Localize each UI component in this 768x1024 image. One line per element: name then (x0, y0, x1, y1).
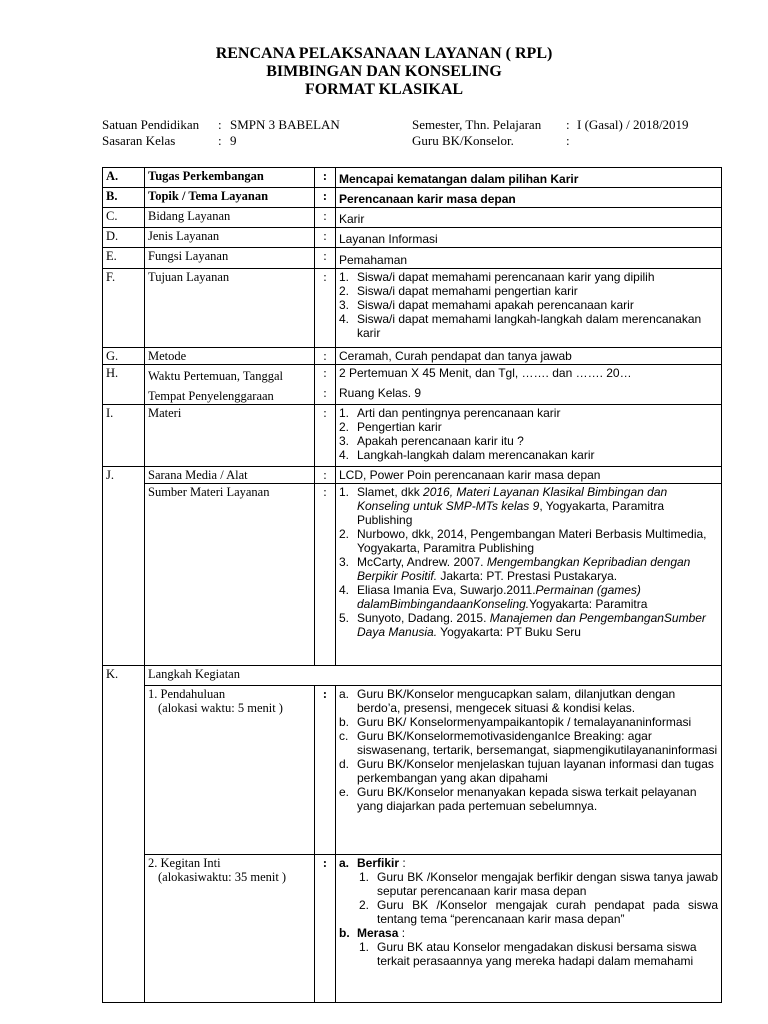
list-item: d. Guru BK/Konselor menjelaskan tujuan layanan informasi dan tugas perkembangan yang akan dipahami (339, 757, 714, 785)
list-item: a. Guru BK/Konselor mengucapkan salam, dilanjutkan dengan berdo’a, presensi, mengecek situasi & kondisi kelas. (339, 687, 676, 715)
title-line-2: BIMBINGAN DAN KONSELING (266, 63, 502, 80)
list-item: 1. Siswa/i dapat memahami perencanaan karir yang dipilih (339, 270, 655, 284)
list-item: b. Guru BK/ Konselormenyampaikantopik / temalayananinformasi (339, 715, 692, 729)
row-label: Fungsi Layanan (145, 248, 315, 269)
source-item: 4. Eliasa Imania Eva, Suwarjo.2011.Permainan (games) dalamBimbingandaanKonseling.Yogyakarta: Paramitra (339, 583, 648, 611)
satuan-sep: : (218, 117, 222, 132)
row-value: Ceramah, Curah pendapat dan tanya jawab (336, 348, 722, 365)
row-code: H. (103, 365, 145, 405)
source-item: 3. McCarty, Andrew. 2007. Mengembangkan Kepribadian dengan Berpikir Positif. Jakarta: PT. Prestasi Pustakarya. (339, 555, 691, 583)
pendahuluan-time: (alokasi waktu: 5 menit ) (158, 701, 283, 715)
tempat-label: Tempat Penyelenggaraan (148, 389, 274, 403)
row-sep: : (315, 484, 336, 666)
rpl-table (102, 167, 722, 1003)
row-f (103, 269, 722, 348)
waktu-label: Waktu Pertemuan, Tanggal (148, 369, 284, 383)
row-code: C. (103, 208, 145, 228)
waktu-value: 2 Pertemuan X 45 Menit, dan Tgl, ……. dan ……. 20… (339, 366, 632, 380)
row-k-pendahuluan (103, 686, 722, 855)
sasaran-value: 9 (230, 133, 237, 148)
berfikir-heading: a. Berfikir : (339, 856, 406, 870)
pendahuluan-label: 1. Pendahuluan (148, 687, 226, 701)
row-sep: : (315, 228, 336, 248)
satuan-label: Satuan Pendidikan (102, 117, 200, 132)
row-label (145, 365, 315, 405)
list-item: 4. Siswa/i dapat memahami langkah-langkah dalam merencanakan karir (339, 312, 702, 340)
row-sep: : (315, 467, 336, 484)
tempat-value: Ruang Kelas. 9 (339, 386, 422, 400)
list-item: e. Guru BK/Konselor menanyakan kepada siswa terkait pelayanan yang diajarkan pada pertemuan sebelumnya. (339, 785, 697, 813)
inti-label: 2. Kegitan Inti (148, 856, 221, 870)
source-item: 5. Sunyoto, Dadang. 2015. Manajemen dan PengembanganSumber Daya Manusia. Yogyakarta: PT Buku Seru (339, 611, 706, 639)
row-code: I. (103, 405, 145, 467)
inti-cell (145, 855, 315, 1003)
row-b (103, 188, 722, 208)
row-label: Tujuan Layanan (145, 269, 315, 348)
row-i (103, 405, 722, 467)
row-code: G. (103, 348, 145, 365)
row-value: Mencapai kematangan dalam pilihan Karir (336, 168, 722, 188)
row-sep: : (315, 269, 336, 348)
list-item: 3. Siswa/i dapat memahami apakah perencanaan karir (339, 298, 634, 312)
row-j-sumber (103, 484, 722, 666)
list-item: c. Guru BK/KonselormemotivasidenganIce Breaking: agar siswasenang, tertarik, bersemangat, siapmengikutilayananinformasi (339, 729, 718, 757)
inti-content (336, 855, 722, 1003)
row-e (103, 248, 722, 269)
row-code: B. (103, 188, 145, 208)
row-label: Sumber Materi Layanan (145, 484, 315, 666)
source-item: 1. Slamet, dkk 2016, Materi Layanan Klasikal Bimbingan dan Konseling untuk SMP-MTs kelas 9, Yogyakarta, Paramitra Publishing (339, 485, 668, 527)
row-g (103, 348, 722, 365)
row-code: A. (103, 168, 145, 188)
semester-label: Semester, Thn. Pelajaran (412, 117, 542, 132)
sasaran-label: Sasaran Kelas (102, 133, 176, 148)
row-sep: : (315, 168, 336, 188)
list-item: 1. Guru BK /Konselor mengajak berfikir dengan siswa tanya jawab seputar perencanaan karir masa depan (359, 870, 718, 898)
row-code: E. (103, 248, 145, 269)
row-c (103, 208, 722, 228)
sasaran-sep: : (218, 133, 222, 148)
row-value: Karir (336, 208, 722, 228)
row-label: Metode (145, 348, 315, 365)
list-item: 1. Arti dan pentingnya perencanaan karir (339, 406, 561, 420)
row-label: Sarana Media / Alat (145, 467, 315, 484)
row-value: Perencanaan karir masa depan (336, 188, 722, 208)
list-item: 2. Pengertian karir (339, 420, 442, 434)
guru-label: Guru BK/Konselor. (412, 133, 514, 148)
pendahuluan-cell (145, 686, 315, 855)
row-value: Layanan Informasi (336, 228, 722, 248)
materi-list (336, 405, 722, 467)
row-label: Langkah Kegiatan (145, 666, 722, 686)
row-j (103, 467, 722, 484)
row-sep: : (315, 348, 336, 365)
list-item: 3. Apakah perencanaan karir itu ? (339, 434, 524, 448)
guru-sep: : (566, 133, 570, 148)
row-sep: : (315, 208, 336, 228)
row-code: F. (103, 269, 145, 348)
row-value (336, 365, 722, 405)
title-line-1: RENCANA PELAKSANAAN LAYANAN ( RPL) (215, 45, 553, 62)
row-sep: : (315, 855, 336, 1003)
title-line-3: FORMAT KLASIKAL (304, 81, 464, 98)
pendahuluan-list (336, 686, 722, 855)
row-label: Materi (145, 405, 315, 467)
semester-sep: : (566, 117, 570, 132)
row-value: Pemahaman (336, 248, 722, 269)
list-item: 2. Guru BK /Konselor mengajak curah pendapat pada siswa tentang tema “perencanaan karir masa depan” (359, 898, 718, 926)
list-item: 2. Siswa/i dapat memahami pengertian karir (339, 284, 578, 298)
row-d (103, 228, 722, 248)
row-a (103, 168, 722, 188)
tujuan-list (336, 269, 722, 348)
sumber-list (336, 484, 722, 666)
row-code: D. (103, 228, 145, 248)
inti-time: (alokasiwaktu: 35 menit ) (158, 870, 287, 884)
row-sep: : (315, 248, 336, 269)
row-label: Topik / Tema Layanan (145, 188, 315, 208)
row-label: Tugas Perkembangan (145, 168, 315, 188)
row-sep: : (315, 188, 336, 208)
source-item: 2. Nurbowo, dkk, 2014, Pengembangan Materi Berbasis Multimedia, Yogyakarta, Paramitra Publishing (339, 527, 707, 555)
merasa-heading: b. Merasa : (339, 926, 406, 940)
row-label: Jenis Layanan (145, 228, 315, 248)
row-code: K. (103, 666, 145, 1003)
row-sep: : (315, 405, 336, 467)
row-k-inti (103, 855, 722, 1003)
satuan-value: SMPN 3 BABELAN (230, 117, 340, 132)
row-label: Bidang Layanan (145, 208, 315, 228)
row-k (103, 666, 722, 686)
row-h (103, 365, 722, 405)
row-code: J. (103, 467, 145, 666)
list-item: 4. Langkah-langkah dalam merencanakan karir (339, 448, 595, 462)
row-value: LCD, Power Poin perencanaan karir masa depan (336, 467, 722, 484)
row-sep: : (315, 686, 336, 855)
list-item: 1. Guru BK atau Konselor mengadakan diskusi bersama siswa terkait perasaannya yang mereka hadapi dalam memahami (359, 940, 697, 968)
semester-value: I (Gasal) / 2018/2019 (577, 117, 689, 132)
row-sep: : : (315, 365, 336, 405)
